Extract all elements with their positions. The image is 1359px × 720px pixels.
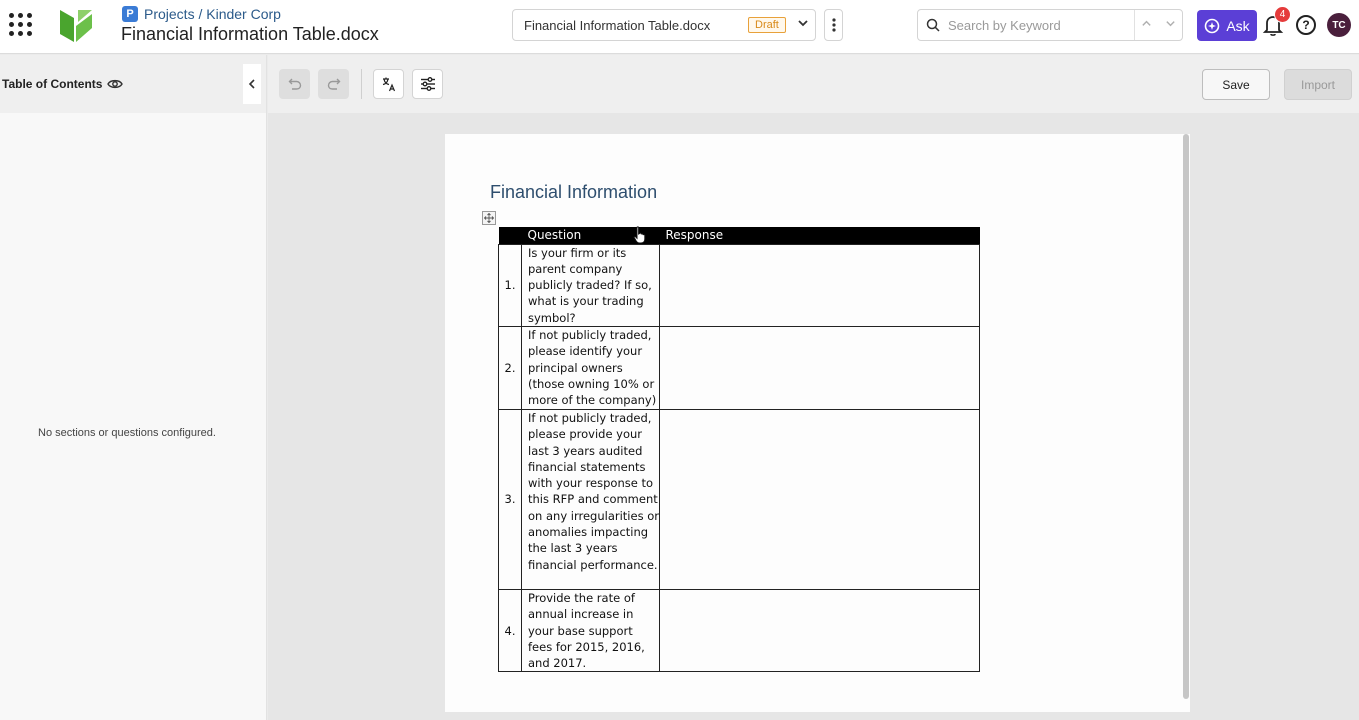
- document-select[interactable]: [512, 9, 816, 41]
- table-row: [499, 244, 980, 326]
- ai-sparkle-icon: [1204, 18, 1220, 34]
- number-column-header: [499, 227, 522, 244]
- ask-label: Ask: [1226, 17, 1250, 34]
- search-navigation: [1134, 10, 1182, 40]
- response-cell[interactable]: [660, 326, 980, 409]
- projects-icon: P: [122, 6, 138, 22]
- empty-toc-message: No sections or questions configured.: [38, 427, 216, 439]
- chevron-down-icon: [797, 17, 809, 32]
- sliders-icon: [420, 77, 436, 91]
- app-logo[interactable]: [58, 8, 94, 44]
- table-row: [499, 326, 980, 409]
- response-cell[interactable]: [660, 589, 980, 671]
- breadcrumb-text[interactable]: Projects / Kinder Corp: [144, 6, 281, 22]
- row-number: 3.: [499, 409, 522, 589]
- translate-button[interactable]: [373, 69, 404, 99]
- apps-grid-icon[interactable]: [9, 13, 33, 37]
- settings-sliders-button[interactable]: [412, 69, 443, 99]
- table-header-row: [499, 227, 980, 244]
- ask-button[interactable]: [1197, 10, 1257, 41]
- question-cell[interactable]: If not publicly traded, please identify your principal owners (those owning 10% or more of the company): [522, 326, 660, 409]
- document-scrollbar[interactable]: [1183, 134, 1189, 699]
- document-title: Financial Information Table.docx: [121, 24, 379, 44]
- status-badge: Draft: [748, 17, 786, 33]
- save-button[interactable]: Save: [1202, 69, 1270, 100]
- document-page[interactable]: [445, 134, 1190, 712]
- question-cell[interactable]: Provide the rate of annual increase in your base support fees for 2015, 2016, and 2017.: [522, 589, 660, 671]
- response-column-header: Response: [660, 227, 980, 244]
- help-icon[interactable]: ?: [1296, 15, 1316, 35]
- breadcrumb[interactable]: [122, 5, 281, 23]
- toolbar-divider: [361, 69, 362, 99]
- collapse-panel-button[interactable]: [243, 64, 261, 104]
- chevron-down-icon[interactable]: [1165, 18, 1176, 32]
- document-heading: Financial Information: [490, 182, 658, 202]
- question-cell[interactable]: If not publicly traded, please provide your last 3 years audited financial statements with your response to this RFP and comment on any irregularities or anomalies impacting the last 3 years financial performance.: [522, 409, 660, 589]
- search-box[interactable]: [917, 9, 1183, 41]
- toc-title: [2, 77, 123, 91]
- eye-icon[interactable]: [107, 78, 123, 90]
- kebab-icon: [832, 18, 836, 32]
- chevron-left-icon: [248, 79, 256, 89]
- search-icon: [918, 18, 948, 32]
- document-select-value: Financial Information Table.docx: [524, 17, 711, 33]
- redo-button[interactable]: [318, 69, 349, 99]
- editor-toolbar: [268, 55, 1359, 113]
- row-number: 1.: [499, 244, 522, 326]
- import-button[interactable]: Import: [1284, 69, 1352, 100]
- avatar[interactable]: TC: [1327, 13, 1351, 37]
- search-input[interactable]: [948, 18, 1130, 33]
- undo-button[interactable]: [279, 69, 310, 99]
- toc-header: [0, 55, 266, 113]
- table-of-contents-panel: [0, 55, 267, 720]
- row-number: 4.: [499, 589, 522, 671]
- more-options-button[interactable]: [824, 9, 843, 41]
- undo-icon: [288, 77, 302, 91]
- document-canvas: [268, 113, 1359, 720]
- hand-cursor-icon: [633, 226, 647, 244]
- row-number: 2.: [499, 326, 522, 409]
- question-cell[interactable]: Is your firm or its parent company publicly traded? If so, what is your trading symbol?: [522, 244, 660, 326]
- toc-title-label: Table of Contents: [2, 77, 103, 91]
- table-row: [499, 589, 980, 671]
- response-cell[interactable]: [660, 409, 980, 589]
- table-row: [499, 409, 980, 589]
- top-header: [0, 0, 1359, 54]
- translate-icon: [381, 76, 397, 92]
- question-column-header: Question: [522, 227, 660, 244]
- financial-info-table: [498, 227, 980, 672]
- response-cell[interactable]: [660, 244, 980, 326]
- chevron-up-icon[interactable]: [1141, 18, 1152, 32]
- table-move-handle-icon[interactable]: [482, 211, 496, 225]
- redo-icon: [327, 77, 341, 91]
- notification-count-badge: 4: [1274, 6, 1291, 23]
